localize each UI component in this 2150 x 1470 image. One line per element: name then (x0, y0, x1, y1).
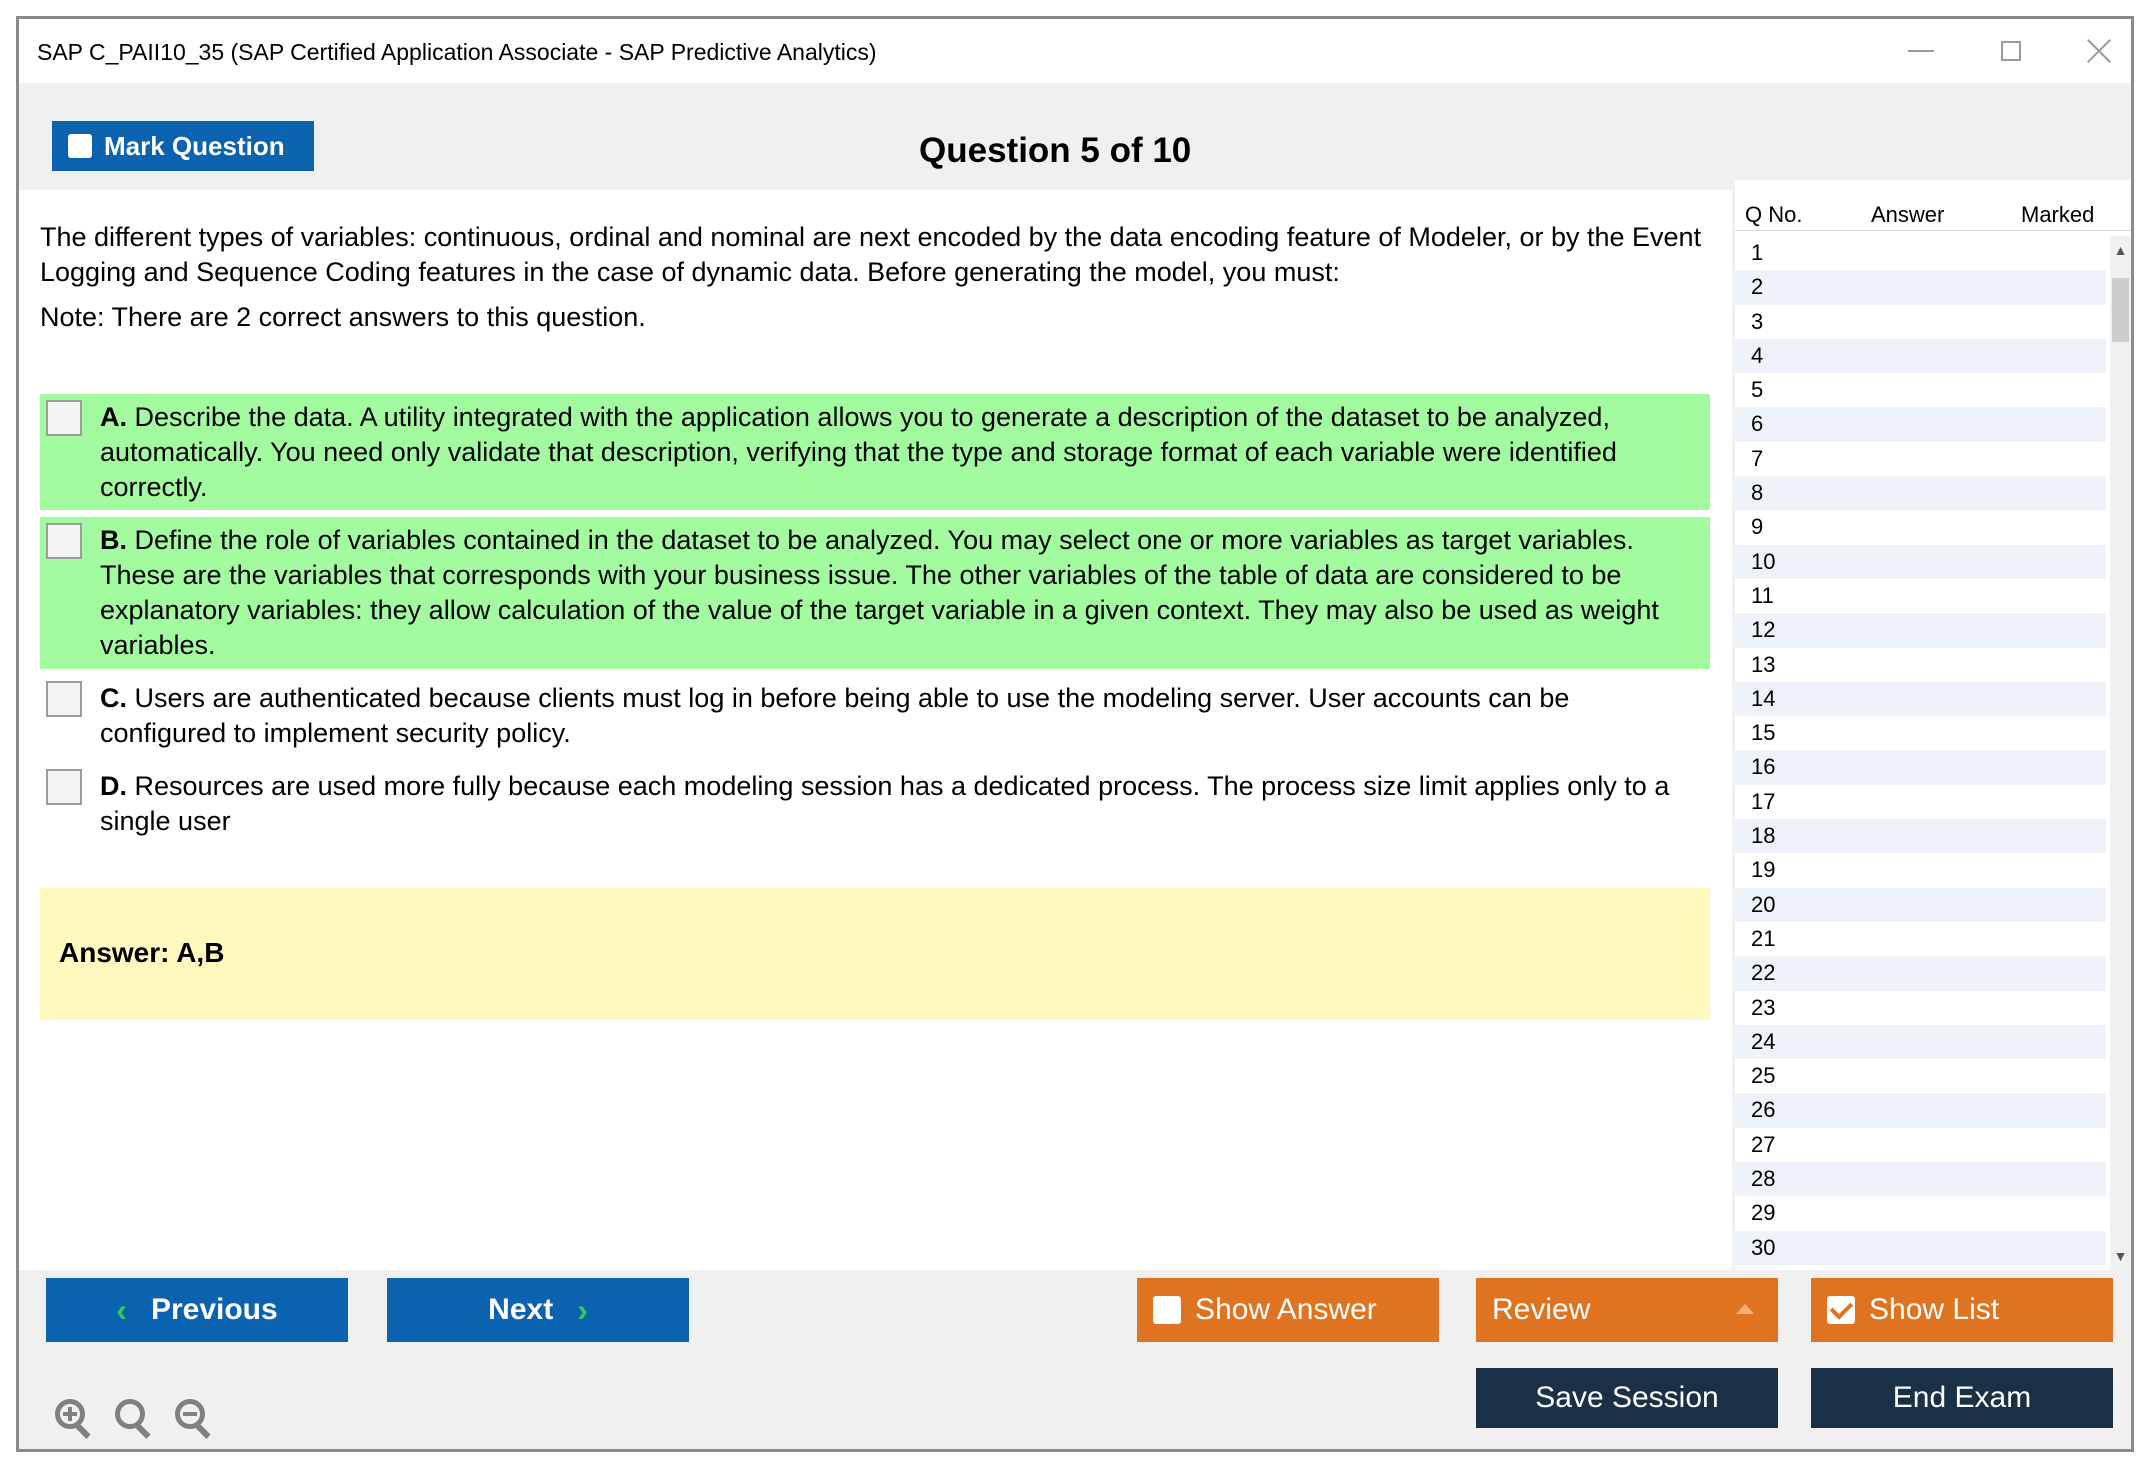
zoom-reset-icon[interactable] (113, 1397, 157, 1441)
question-list-row[interactable]: 24 (1735, 1025, 2106, 1059)
question-list-row[interactable]: 1 (1751, 240, 1764, 265)
question-list-row[interactable]: 12 (1735, 613, 2106, 647)
option-letter: A. (100, 402, 127, 432)
option-d-checkbox[interactable] (46, 769, 82, 805)
window-title: SAP C_PAII10_35 (SAP Certified Application Associate - SAP Predictive Analytics) (37, 39, 877, 65)
review-label: Review (1492, 1293, 1591, 1326)
question-header (19, 83, 2131, 190)
maximize-button[interactable] (1971, 27, 2051, 75)
end-exam-button[interactable] (1811, 1368, 2113, 1428)
zoom-in-icon[interactable] (53, 1397, 97, 1441)
scroll-up-icon[interactable]: ▲ (2113, 242, 2128, 258)
option-text: Describe the data. A utility integrated with the application allows you to generate a description of the dataset to be analyzed, automatically. You need only validate that description, verifying that the type and storage format of each variable were identified correctly. (100, 402, 1617, 502)
question-list-scrollbar[interactable] (2110, 236, 2131, 1270)
question-text: The different types of variables: continuous, ordinal and nominal are next encoded by the data encoding feature of Modeler, or by the Event Logging and Sequence Coding features in the case of dynamic data. Before generating the model, you must: (40, 222, 1702, 287)
close-icon (2086, 38, 2112, 64)
question-list-row[interactable]: 4 (1735, 339, 2106, 373)
next-label: Next (488, 1293, 554, 1326)
question-list-row[interactable]: 9 (1751, 514, 1764, 540)
end-exam-label: End Exam (1892, 1381, 2032, 1414)
col-marked: Marked (2021, 202, 2095, 227)
zoom-out-icon[interactable] (173, 1397, 217, 1441)
question-note: Note: There are 2 correct answers to this question. (40, 302, 646, 332)
question-list-row[interactable]: 18 (1735, 819, 2106, 853)
next-button[interactable] (387, 1278, 689, 1342)
chevron-left-icon: ‹ (116, 1291, 127, 1328)
question-list-row[interactable]: 27 (1751, 1131, 1776, 1157)
question-list-row[interactable]: 29 (1751, 1200, 1776, 1226)
option-letter: B. (100, 525, 127, 555)
option-text: Resources are used more fully because each modeling session has a dedicated process. The process size limit applies only to a single user (100, 771, 1670, 836)
option-letter: D. (100, 771, 127, 801)
question-panel (19, 190, 1732, 1270)
checkbox-icon (1153, 1296, 1181, 1324)
option-c[interactable] (40, 675, 1710, 757)
scroll-thumb[interactable] (2112, 278, 2129, 342)
question-list-row[interactable]: 6 (1735, 407, 2106, 441)
question-list-row[interactable]: 2 (1735, 270, 2106, 304)
question-list (1735, 180, 2131, 1270)
scroll-down-icon[interactable]: ▼ (2113, 1248, 2128, 1264)
answer-box (40, 888, 1710, 1020)
question-list-row[interactable]: 28 (1735, 1162, 2106, 1196)
minimize-button[interactable] (1881, 27, 1961, 75)
option-c-checkbox[interactable] (46, 681, 82, 717)
close-button[interactable] (2059, 27, 2134, 75)
col-answer: Answer (1871, 202, 1945, 227)
minimize-icon (1908, 50, 1934, 52)
option-text: Users are authenticated because clients must log in before being able to use the modeling server. User accounts can be configured to implement security policy. (100, 683, 1570, 748)
review-dropdown[interactable] (1476, 1278, 1778, 1342)
question-counter: Question 5 of 10 (919, 131, 1192, 170)
question-list-row[interactable]: 17 (1751, 788, 1776, 814)
previous-button[interactable] (46, 1278, 348, 1342)
question-list-row[interactable]: 3 (1751, 308, 1764, 334)
option-b[interactable] (40, 517, 1710, 669)
mark-question-button[interactable] (52, 121, 314, 171)
question-list-row[interactable]: 25 (1751, 1063, 1776, 1089)
question-list-row[interactable]: 7 (1751, 445, 1764, 471)
question-list-rows (1735, 236, 2106, 1265)
save-session-label: Save Session (1535, 1381, 1719, 1414)
question-list-row[interactable]: 16 (1735, 750, 2106, 784)
mark-question-label: Mark Question (104, 130, 285, 161)
question-list-row[interactable]: 11 (1751, 582, 1774, 608)
question-list-header (1735, 180, 2131, 231)
question-list-row[interactable]: 21 (1751, 925, 1776, 951)
checkbox-icon (68, 134, 92, 158)
chevron-right-icon: › (577, 1291, 588, 1328)
title-bar (19, 19, 2131, 83)
show-answer-button[interactable] (1137, 1278, 1439, 1342)
show-list-button[interactable] (1811, 1278, 2113, 1342)
question-list-row[interactable]: 13 (1751, 651, 1776, 677)
option-a-checkbox[interactable] (46, 400, 82, 436)
option-b-checkbox[interactable] (46, 523, 82, 559)
previous-label: Previous (150, 1293, 278, 1326)
question-list-row[interactable]: 30 (1735, 1231, 2106, 1265)
question-list-row[interactable]: 19 (1751, 857, 1776, 883)
show-answer-label: Show Answer (1195, 1293, 1377, 1326)
question-list-row[interactable]: 5 (1751, 377, 1764, 403)
caret-up-icon (1736, 1304, 1754, 1314)
question-list-row[interactable]: 14 (1735, 682, 2106, 716)
col-qno: Q No. (1745, 202, 1803, 227)
question-list-row[interactable]: 26 (1735, 1093, 2106, 1127)
question-list-row[interactable]: 10 (1735, 545, 2106, 579)
option-letter: C. (100, 683, 127, 713)
option-d[interactable] (40, 763, 1710, 845)
option-text: Define the role of variables contained in the dataset to be analyzed. You may select one or more variables as target variables. These are the variables that corresponds with your business issue. The other variables of the table of data are considered to be explanatory variables: they allow calculation of the value of the target variable in a given context. They may also be used as weight variables. (100, 525, 1659, 660)
checked-checkbox-icon (1827, 1296, 1855, 1324)
save-session-button[interactable] (1476, 1368, 1778, 1428)
question-list-row[interactable]: 22 (1735, 956, 2106, 990)
option-a[interactable] (40, 394, 1710, 510)
question-list-row[interactable]: 20 (1735, 888, 2106, 922)
question-list-row[interactable]: 15 (1751, 720, 1776, 746)
question-list-row[interactable]: 8 (1735, 476, 2106, 510)
app-window (16, 16, 2134, 1452)
maximize-icon (2001, 41, 2021, 61)
show-list-label: Show List (1869, 1293, 2000, 1326)
answer-text: Answer: A,B (59, 937, 225, 968)
question-list-row[interactable]: 23 (1751, 994, 1776, 1020)
